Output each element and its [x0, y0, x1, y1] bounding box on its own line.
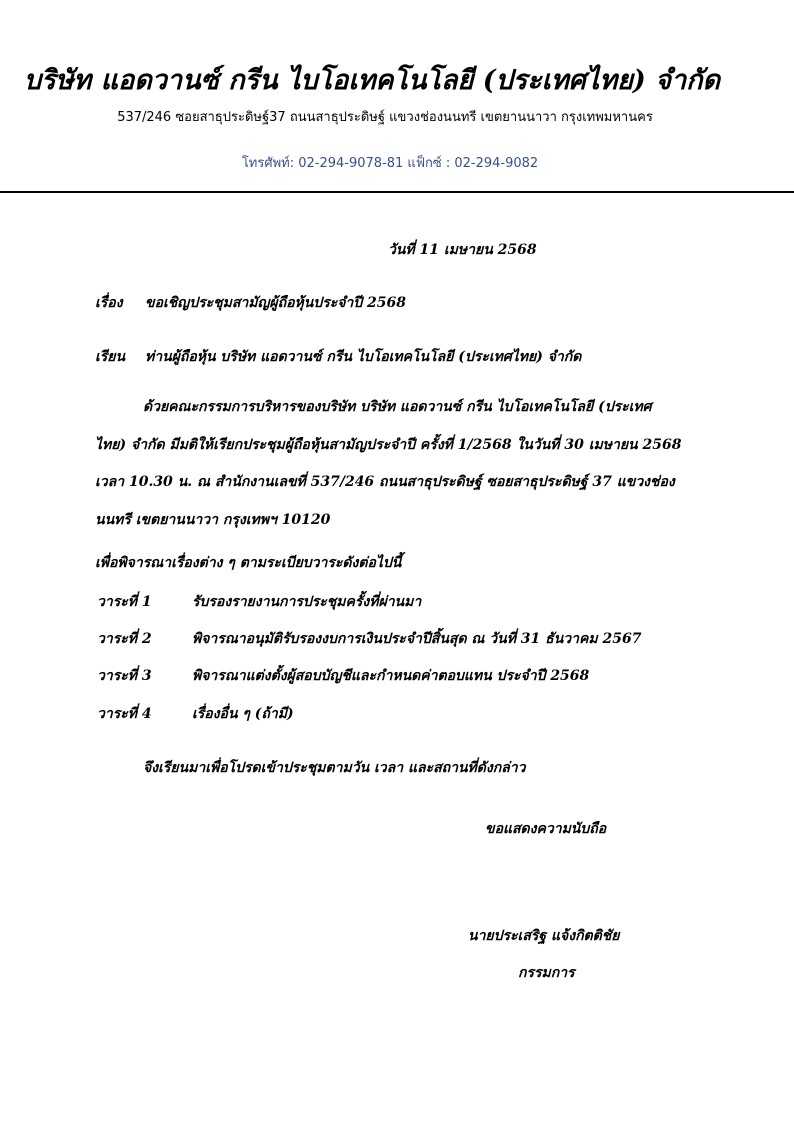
agenda-item-text: เรื่องอื่น ๆ (ถ้ามี) — [192, 706, 294, 722]
company-contact: โทรศัพท์: 02-294-9078-81 แฟ็กซ์ : 02-294-9082 — [241, 156, 539, 171]
paragraph-line: เวลา 10.30 น. ณ สำนักงานเลขที่ 537/246 ถนนสาธุประดิษฐ์ ซอยสาธุประดิษฐ์ 37 แขวงช่อง — [95, 474, 675, 490]
agenda-item-label: วาระที่ 3 — [97, 668, 152, 684]
agenda-item-label: วาระที่ 2 — [97, 631, 152, 647]
signer-title: กรรมการ — [518, 965, 575, 981]
agenda-item-text: รับรองรายงานการประชุมครั้งที่ผ่านมา — [192, 594, 422, 610]
agenda-item-text: พิจารณาอนุมัติรับรองงบการเงินประจำปีสิ้นสุด ณ วันที่ 31 ธันวาคม 2567 — [192, 631, 642, 647]
paragraph-line: นนทรี เขตยานนาวา กรุงเทพฯ 10120 — [95, 512, 331, 528]
paragraph-line: ไทย) จำกัด มีมติให้เรียกประชุมผู้ถือหุ้นสามัญประจำปี ครั้งที่ 1/2568 ในวันที่ 30 เมษายน 2568 — [95, 437, 682, 453]
recipient-text: ท่านผู้ถือหุ้น บริษัท แอดวานซ์ กรีน ไบโอเทคโนโลยี (ประเทศไทย) จำกัด — [145, 349, 582, 365]
agenda-intro: เพื่อพิจารณาเรื่องต่าง ๆ ตามระเบียบวาระดังต่อไปนี้ — [95, 555, 402, 571]
closing-regards: ขอแสดงความนับถือ — [485, 821, 607, 837]
header-divider — [0, 191, 794, 193]
subject-text: ขอเชิญประชุมสามัญผู้ถือหุ้นประจำปี 2568 — [145, 295, 407, 311]
recipient-label: เรียน — [95, 349, 126, 365]
company-name: บริษัท แอดวานซ์ กรีน ไบโอเทคโนโลยี (ประเทศไทย) จำกัด — [23, 65, 721, 96]
agenda-item-label: วาระที่ 4 — [97, 706, 152, 722]
agenda-item-text: พิจารณาแต่งตั้งผู้สอบบัญชีและกำหนดค่าตอบแทน ประจำปี 2568 — [192, 668, 590, 684]
company-address: 537/246 ซอยสาธุประดิษฐ์37 ถนนสาธุประดิษฐ์ แขวงช่องนนทรี เขตยานนาวา กรุงเทพมหานคร — [117, 110, 653, 125]
signer-name: นายประเสริฐ แจ้งกิตติชัย — [468, 928, 620, 944]
agenda-item-label: วาระที่ 1 — [97, 594, 152, 610]
paragraph-line: ด้วยคณะกรรมการบริหารของบริษัท บริษัท แอดวานซ์ กรีน ไบโอเทคโนโลยี (ประเทศ — [143, 399, 652, 415]
letter-date: วันที่ 11 เมษายน 2568 — [388, 242, 537, 258]
closing-sentence: จึงเรียนมาเพื่อโปรดเข้าประชุมตามวัน เวลา และสถานที่ดังกล่าว — [143, 760, 526, 776]
subject-label: เรื่อง — [95, 295, 123, 311]
